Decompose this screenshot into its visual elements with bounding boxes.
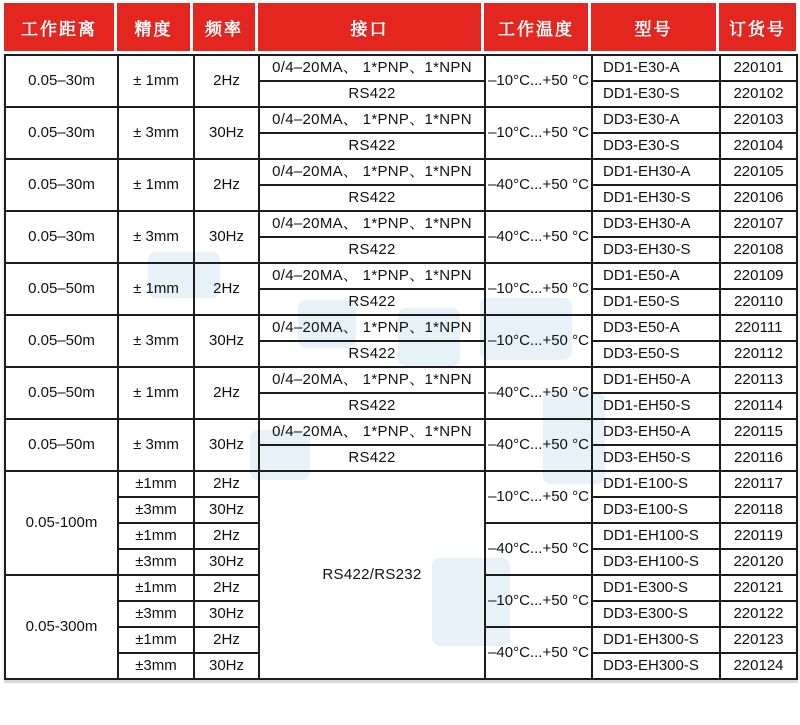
cell-accuracy: ± 3mm <box>118 107 194 159</box>
cell-frequency: 2Hz <box>194 55 259 107</box>
cell-order: 220113 <box>720 367 797 393</box>
cell-order: 220104 <box>720 133 797 159</box>
cell-interface: RS422 <box>259 133 485 159</box>
cell-frequency: 2Hz <box>194 159 259 211</box>
table-header <box>4 3 796 51</box>
cell-order: 220118 <box>720 497 797 523</box>
cell-model: DD3-E30-A <box>592 107 720 133</box>
cell-order: 220101 <box>720 55 797 81</box>
cell-accuracy: ± 1mm <box>118 55 194 107</box>
cell-frequency: 2Hz <box>194 367 259 419</box>
table-row <box>5 211 797 237</box>
cell-accuracy: ±1mm <box>118 523 194 549</box>
cell-interface: 0/4–20MA、 1*PNP、1*NPN <box>259 315 485 341</box>
cell-distance: 0.05–30m <box>5 159 118 211</box>
cell-temperature: –10°C...+50 °C <box>485 471 592 523</box>
cell-order: 220114 <box>720 393 797 419</box>
cell-distance: 0.05–30m <box>5 55 118 107</box>
cell-order: 220111 <box>720 315 797 341</box>
cell-order: 220115 <box>720 419 797 445</box>
cell-temperature: –10°C...+50 °C <box>485 107 592 159</box>
cell-accuracy: ± 3mm <box>118 419 194 471</box>
cell-interface: RS422 <box>259 393 485 419</box>
header-temperature: 工作温度 <box>484 3 588 51</box>
table-row <box>5 55 797 81</box>
cell-model: DD1-EH30-A <box>592 159 720 185</box>
cell-model: DD3-E300-S <box>592 601 720 627</box>
cell-order: 220105 <box>720 159 797 185</box>
cell-accuracy: ±3mm <box>118 653 194 679</box>
cell-interface: RS422 <box>259 237 485 263</box>
cell-model: DD3-E100-S <box>592 497 720 523</box>
cell-distance: 0.05–30m <box>5 107 118 159</box>
cell-model: DD3-EH50-S <box>592 445 720 471</box>
cell-temperature: –40°C...+50 °C <box>485 523 592 575</box>
cell-temperature: –10°C...+50 °C <box>485 315 592 367</box>
cell-accuracy: ±1mm <box>118 627 194 653</box>
cell-order: 220102 <box>720 81 797 107</box>
cell-order: 220119 <box>720 523 797 549</box>
table-row <box>5 263 797 289</box>
cell-model: DD1-E30-A <box>592 55 720 81</box>
cell-interface: RS422 <box>259 341 485 367</box>
cell-order: 220107 <box>720 211 797 237</box>
cell-temperature: –40°C...+50 °C <box>485 419 592 471</box>
cell-interface: 0/4–20MA、 1*PNP、1*NPN <box>259 159 485 185</box>
cell-distance: 0.05–50m <box>5 263 118 315</box>
cell-frequency: 30Hz <box>194 419 259 471</box>
cell-accuracy: ± 3mm <box>118 211 194 263</box>
cell-accuracy: ±3mm <box>118 497 194 523</box>
cell-accuracy: ±1mm <box>118 575 194 601</box>
cell-accuracy: ±3mm <box>118 549 194 575</box>
cell-model: DD1-EH300-S <box>592 627 720 653</box>
cell-order: 220108 <box>720 237 797 263</box>
cell-distance: 0.05-300m <box>5 575 118 679</box>
cell-model: DD3-EH100-S <box>592 549 720 575</box>
cell-order: 220103 <box>720 107 797 133</box>
cell-order: 220116 <box>720 445 797 471</box>
header-working-distance: 工作距离 <box>4 3 114 51</box>
cell-interface: RS422 <box>259 445 485 471</box>
cell-temperature: –10°C...+50 °C <box>485 575 592 627</box>
cell-accuracy: ± 1mm <box>118 367 194 419</box>
spec-table <box>4 54 798 680</box>
cell-accuracy: ± 3mm <box>118 315 194 367</box>
cell-frequency: 30Hz <box>194 315 259 367</box>
cell-accuracy: ±3mm <box>118 601 194 627</box>
cell-frequency: 30Hz <box>194 601 259 627</box>
cell-frequency: 2Hz <box>194 263 259 315</box>
cell-model: DD3-E50-A <box>592 315 720 341</box>
table-row <box>5 367 797 393</box>
table-row <box>5 315 797 341</box>
table-row <box>5 419 797 445</box>
cell-order: 220109 <box>720 263 797 289</box>
cell-model: DD1-E50-S <box>592 289 720 315</box>
cell-model: DD1-E300-S <box>592 575 720 601</box>
cell-order: 220112 <box>720 341 797 367</box>
cell-distance: 0.05–50m <box>5 315 118 367</box>
header-order-number: 订货号 <box>719 3 796 51</box>
cell-interface: 0/4–20MA、 1*PNP、1*NPN <box>259 367 485 393</box>
cell-order: 220110 <box>720 289 797 315</box>
cell-temperature: –40°C...+50 °C <box>485 627 592 679</box>
cell-model: DD1-EH100-S <box>592 523 720 549</box>
cell-interface: RS422/RS232 <box>259 471 485 679</box>
cell-temperature: –40°C...+50 °C <box>485 159 592 211</box>
cell-frequency: 30Hz <box>194 549 259 575</box>
cell-frequency: 2Hz <box>194 627 259 653</box>
cell-accuracy: ± 1mm <box>118 263 194 315</box>
header-frequency: 频率 <box>193 3 255 51</box>
cell-model: DD1-E50-A <box>592 263 720 289</box>
cell-interface: RS422 <box>259 289 485 315</box>
cell-model: DD3-EH50-A <box>592 419 720 445</box>
header-model: 型号 <box>591 3 716 51</box>
cell-order: 220120 <box>720 549 797 575</box>
cell-model: DD1-E30-S <box>592 81 720 107</box>
cell-distance: 0.05-100m <box>5 471 118 575</box>
cell-order: 220123 <box>720 627 797 653</box>
cell-frequency: 2Hz <box>194 575 259 601</box>
cell-model: DD1-EH50-A <box>592 367 720 393</box>
cell-frequency: 30Hz <box>194 497 259 523</box>
cell-frequency: 30Hz <box>194 653 259 679</box>
cell-order: 220124 <box>720 653 797 679</box>
header-accuracy: 精度 <box>117 3 190 51</box>
table-row <box>5 107 797 133</box>
cell-frequency: 2Hz <box>194 523 259 549</box>
cell-model: DD3-EH30-A <box>592 211 720 237</box>
cell-interface: 0/4–20MA、 1*PNP、1*NPN <box>259 263 485 289</box>
cell-order: 220117 <box>720 471 797 497</box>
cell-temperature: –10°C...+50 °C <box>485 55 592 107</box>
cell-interface: 0/4–20MA、 1*PNP、1*NPN <box>259 55 485 81</box>
cell-temperature: –40°C...+50 °C <box>485 211 592 263</box>
cell-distance: 0.05–50m <box>5 367 118 419</box>
cell-distance: 0.05–30m <box>5 211 118 263</box>
cell-distance: 0.05–50m <box>5 419 118 471</box>
cell-interface: RS422 <box>259 185 485 211</box>
cell-frequency: 30Hz <box>194 107 259 159</box>
cell-interface: 0/4–20MA、 1*PNP、1*NPN <box>259 107 485 133</box>
cell-temperature: –10°C...+50 °C <box>485 263 592 315</box>
cell-order: 220106 <box>720 185 797 211</box>
cell-frequency: 30Hz <box>194 211 259 263</box>
cell-model: DD1-E100-S <box>592 471 720 497</box>
header-interface: 接口 <box>258 3 481 51</box>
cell-temperature: –40°C...+50 °C <box>485 367 592 419</box>
cell-model: DD3-E50-S <box>592 341 720 367</box>
cell-model: DD3-EH300-S <box>592 653 720 679</box>
cell-model: DD3-EH30-S <box>592 237 720 263</box>
cell-order: 220122 <box>720 601 797 627</box>
cell-accuracy: ± 1mm <box>118 159 194 211</box>
cell-interface: 0/4–20MA、 1*PNP、1*NPN <box>259 419 485 445</box>
cell-order: 220121 <box>720 575 797 601</box>
table-row <box>5 471 797 497</box>
cell-interface: 0/4–20MA、 1*PNP、1*NPN <box>259 211 485 237</box>
cell-model: DD1-EH50-S <box>592 393 720 419</box>
cell-accuracy: ±1mm <box>118 471 194 497</box>
table-row <box>5 159 797 185</box>
cell-interface: RS422 <box>259 81 485 107</box>
cell-model: DD3-E30-S <box>592 133 720 159</box>
cell-model: DD1-EH30-S <box>592 185 720 211</box>
cell-frequency: 2Hz <box>194 471 259 497</box>
